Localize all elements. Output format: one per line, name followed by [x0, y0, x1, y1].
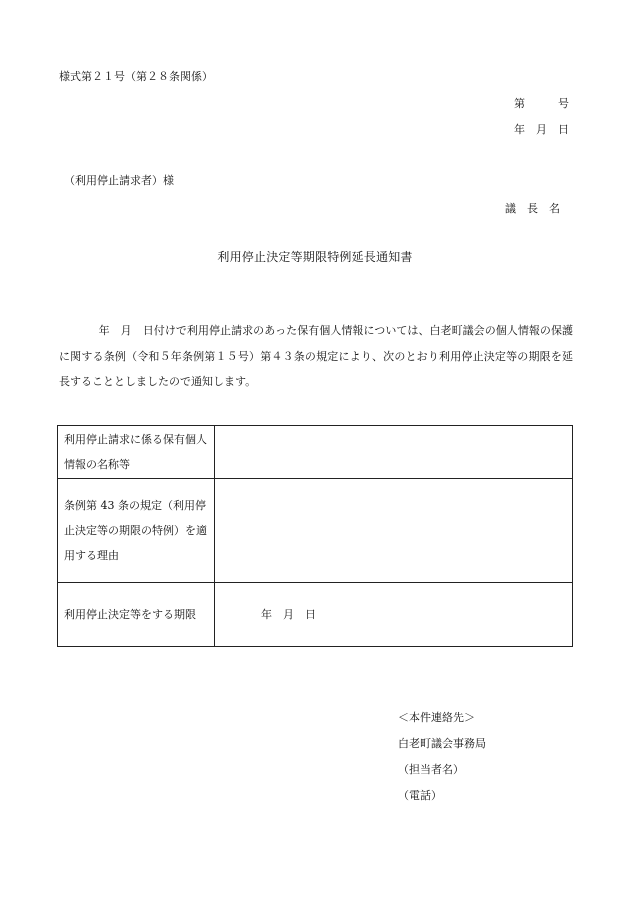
table-row: [58, 583, 573, 647]
notice-body-text: 年 月 日付けで利用停止請求のあった保有個人情報については、白老町議会の個人情報の保護に関する条例（令和５年条例第１５号）第４３条の規定により、次のとおり利用停止決定等の期限を延長することとしましたので通知します。: [59, 324, 573, 388]
deadline-label: 利用停止決定等をする期限: [58, 583, 215, 647]
document-number: 第 号: [514, 97, 569, 110]
form-number: 様式第２１号（第２８条関係）: [59, 70, 213, 83]
contact-heading: ＜本件連絡先＞: [398, 711, 475, 724]
document-date: 年 月 日: [514, 123, 569, 136]
info-table: [57, 425, 573, 647]
deadline-value: 年 月 日: [215, 583, 573, 647]
contact-office: 白老町議会事務局: [398, 737, 486, 750]
table-row: [58, 479, 573, 583]
table-row: [58, 426, 573, 479]
recipient: （利用停止請求者）様: [64, 174, 174, 187]
contact-phone: （電話）: [398, 789, 442, 802]
info-name-label: 利用停止請求に係る保有個人情報の名称等: [58, 426, 215, 479]
page-title: 利用停止決定等期限特例延長通知書: [217, 250, 413, 264]
contact-person: （担当者名）: [398, 763, 464, 776]
info-name-value: [215, 426, 573, 479]
reason-label: 条例第 43 条の規定（利用停止決定等の期限の特例）を適用する理由: [58, 479, 215, 583]
sender-chair-name: 議 長 名: [505, 202, 560, 215]
reason-value: [215, 479, 573, 583]
contact-block: [398, 705, 486, 809]
